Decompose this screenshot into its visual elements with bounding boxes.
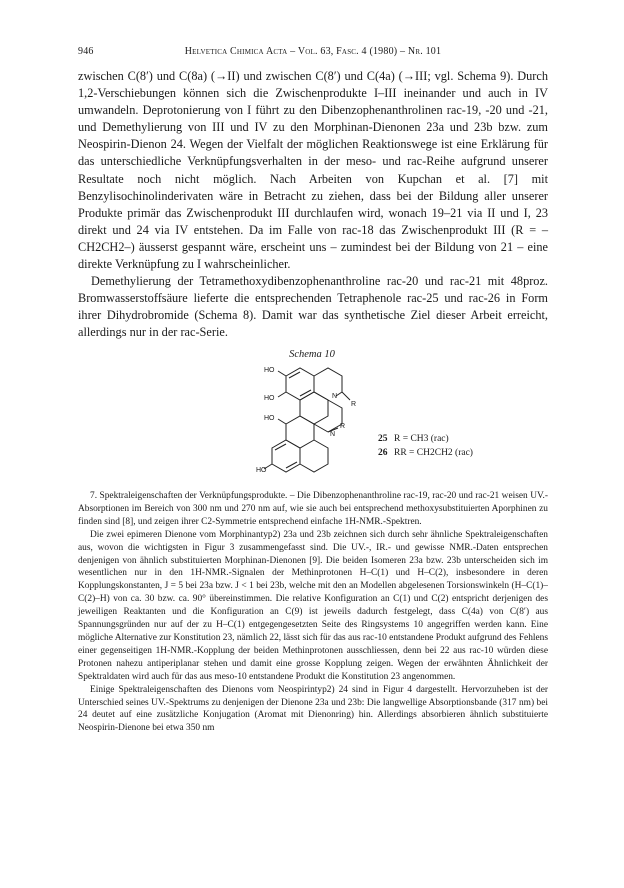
legend-row: 25 R = CH3 (rac) [378,434,449,444]
r-label-1: R [351,401,357,408]
ho-label-2: HO [264,395,275,402]
ho-label-3: HO [264,415,275,422]
n-label-1: N [332,393,338,400]
lower-benzene-ring [272,440,300,472]
compound-legend [378,432,473,460]
ho-label-4: HO [256,467,267,474]
n-label-2: N [330,431,336,438]
paragraph-2: Demethylierung der Tetramethoxydibenzophenanthroline rac-20 und rac-21 mit 48proz. Bromwasserstoffsäure lieferte die entsprechenden Tetraphenole rac-25 und rac-26 in Form ihrer Dihydrobromide (Schema 8). Damit war das synthetische Ziel dieser Arbeit erreicht, allerdings nur in der rac-Serie. [78,274,548,340]
paragraph-4: Die zwei epimeren Dienone vom Morphinantyp2) 23a und 23b zeichnen sich durch sehr ähnliche Spektraleigenschaften aus, wovon die wichtigsten in Figur 3 zusammengefasst sind. Die UV.-, IR.- und gewisse NMR.-Daten entsprechen denjenigen von ähnlich substituierten Morphinan-Dienonen [9]. Die beiden Isomeren 23a bzw. 23b unterscheiden sich im wesentlichen nur in den 1H-NMR.-Signalen der Methinprotonen H–C(1) und H–C(2), insbesondere in deren Kopplungskonstanten, J = 5 bei 23a bzw. J < 1 bei 23b, welche mit den an Modellen abgelesenen Torsionswinkeln (H–C(1)–C(2)–H) von ca. 30 bzw. ca. 90° übereinstimmen. Die relative Konfiguration an C(1) und C(2) entspricht derjenigen des jeweiligen Reaktanten und die Konfiguration an C(9) ist jeweils dadurch festgelegt, dass C(4a) von C(8′) aus Spannungsgründen nur auf der zu H–C(1) entgegengesetzten Seite des Ringsystems 10 angegriffen werden kann. Eine mögliche Alternative zur Konstitution 23, nämlich 22, lässt sich für das aus rac-10 entstandene Produkt aufgrund des Fehlens einer gegenseitigen 1H-NMR.-Kopplung der beiden Methinprotonen ausschliessen, denn bei 22 aus rac-10 würden diese Protonen nahezu antiperiplanar stehen und damit eine grosse Kopplung zeigen. Wegen der erwähnten Ähnlichkeit der Spektraldaten wird auch für das aus meso-10 entstandene Produkt die Konstitution 23 angenommen. [78,529,548,682]
central-ring-2 [286,416,314,448]
schema-title: Schema 10 [289,349,335,360]
paragraph-5: Einige Spektraleigenschaften des Dienons vom Neospirintyp2) 24 sind in Figur 4 dargestellt. Hervorzuheben ist der Unterschied seines UV.-Spektrums zu denjenigen der Dienone 23a und 23b: Die langwellige Absorptionsbande (317 nm) bei 24 deutet auf eine zusätzliche Konjugation (Aromat mit Dienonring) hin. Allerdings absorbieren ähnlich substituierte Neospirin-Dienone bei etwa 350 nm [78,684,548,734]
upper-benzene-ring [286,368,314,400]
central-ring-1 [300,392,328,424]
chemical-structure-diagram [256,366,366,474]
page-header [78,46,548,60]
page-number: 946 [78,46,94,57]
ho-label-1: HO [264,367,275,374]
legend-row: 26 RR = CH2CH2 (rac) [378,448,473,458]
r-label-2: R [340,423,346,430]
section-7-text [78,490,548,735]
paragraph-3: 7. Spektraleigenschaften der Verknüpfungsprodukte. – Die Dibenzophenanthroline rac-19, rac-20 und rac-21 weisen UV.-Absorptionen im Bereich von 300 nm und 270 nm auf, wie sie auch bei entsprechend methoxysubstituierten Aporphinen zu finden sind [8], und zeigen ihrer C2-Symmetrie entsprechend einfache 1H-NMR.-Spektren. [78,491,548,527]
paragraph-1: zwischen C(8′) und C(8a) (→II) und zwischen C(8′) und C(4a) (→III; vgl. Schema 9). Durch 1,2-Verschiebungen können sich die Zwischenprodukte I–III ineinander und auch in IV umwandeln. Deprotonierung von I führt zu den Dibenzophenanthrolinen rac-19, -20 und -21, und Demethylierung von III und IV zu den Morphinan-Dienonen 23a und 23b bzw. zum Neospirin-Dienon 24. Wegen der Vielfalt der möglichen Reaktionswege ist eine Erklärung für das unterschiedliche Verknüpfungsverhalten in der meso- und rac-Reihe aufgrund unserer Resultate noch nicht möglich. Nach Arbeiten von Kupchan et al. [7] mit Benzylisochinolinderivaten wäre in Betracht zu ziehen, dass bei der Bildung aller unserer Produkte primär das Zwischenprodukt III durchlaufen wird, wonach 19–21 via II und I, 23 direkt und 24 via IV entstehen. Da im Falle von rac-18 das Zwischenprodukt III (R = –CH2CH2–) äusserst gespannt wäre, erscheint uns – zumindest bei der Bildung von 21 – eine direkte Verknüpfung zu I wahrscheinlicher. [78,69,548,272]
upper-heterocycle [314,368,342,392]
main-text [78,68,548,342]
running-title: Helvetica Chimica Acta – Vol. 63, Fasc. 4 (1980) – Nr. 101 [184,46,442,57]
